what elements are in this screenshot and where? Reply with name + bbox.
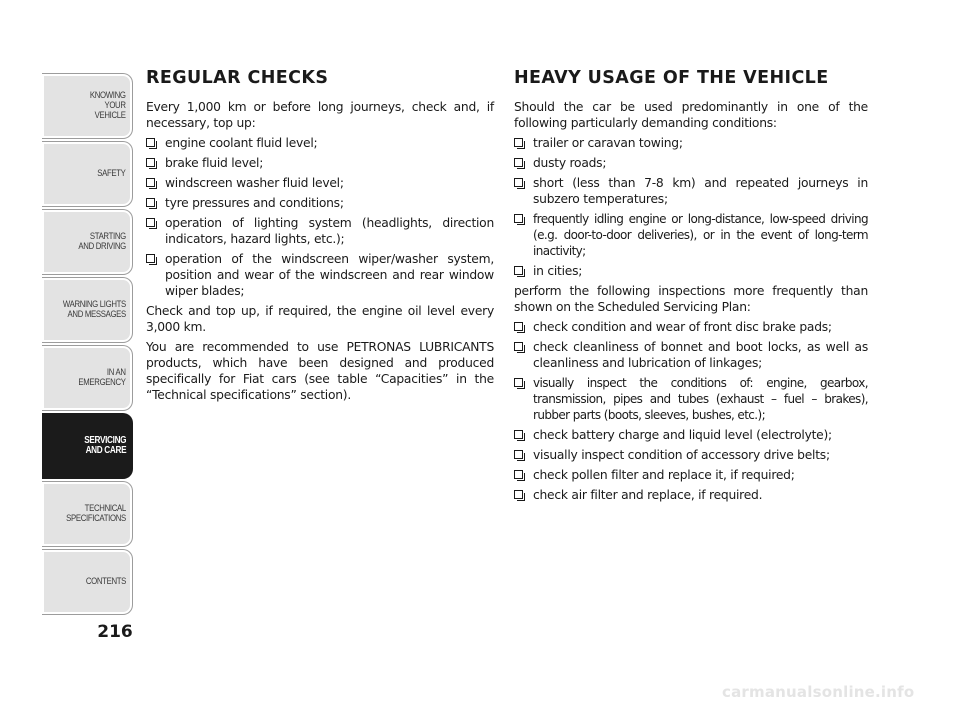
list-item: frequently idling engine or long-distance, low-speed driving (e.g. door-to-door deliveries), or in the event of long-term inactivity; bbox=[514, 211, 868, 259]
heavy-usage-middle-text: perform the following inspections more frequently than shown on the Scheduled Servicing Plan: bbox=[514, 284, 868, 314]
list-item: check condition and wear of front disc brake pads; bbox=[514, 319, 868, 335]
list-item: trailer or caravan towing; bbox=[514, 135, 868, 151]
heavy-usage-intro: Should the car be used predominantly in one of the following particularly demanding conditions: bbox=[514, 100, 868, 130]
petronas-note: You are recommended to use PETRONAS LUBRICANTS products, which have been designed and produced specifically for Fiat cars (see table “Capacities” in the “Technical specifications” section). bbox=[146, 340, 494, 402]
tab-label: SAFETY bbox=[97, 168, 126, 179]
checkbox-bullet-icon bbox=[514, 178, 523, 187]
watermark: carmanualsonline.info bbox=[722, 683, 915, 701]
list-item: operation of lighting system (headlights, direction indicators, hazard lights, etc.); bbox=[146, 215, 494, 247]
tab-starting-and-driving[interactable] bbox=[42, 209, 133, 275]
tab-servicing-and-care[interactable] bbox=[42, 413, 133, 479]
checkbox-bullet-icon bbox=[514, 138, 523, 147]
tab-warning-lights-and-messages[interactable] bbox=[42, 277, 133, 343]
regular-checks-section bbox=[146, 68, 494, 407]
oil-level-note: Check and top up, if required, the engine oil level every 3,000 km. bbox=[146, 304, 494, 334]
list-item: in cities; bbox=[514, 263, 868, 279]
tab-safety[interactable] bbox=[42, 141, 133, 207]
list-item: engine coolant fluid level; bbox=[146, 135, 494, 151]
heavy-usage-section bbox=[514, 68, 868, 507]
list-item: operation of the windscreen wiper/washer system, position and wear of the windscreen and rear window wiper blades; bbox=[146, 251, 494, 299]
tab-technical-specifications[interactable] bbox=[42, 481, 133, 547]
checkbox-bullet-icon bbox=[514, 266, 523, 275]
page-number: 216 bbox=[97, 622, 133, 642]
list-item: windscreen washer fluid level; bbox=[146, 175, 494, 191]
checkbox-bullet-icon bbox=[514, 490, 523, 499]
checkbox-bullet-icon bbox=[514, 430, 523, 439]
list-item: tyre pressures and conditions; bbox=[146, 195, 494, 211]
checkbox-bullet-icon bbox=[146, 254, 155, 263]
checkbox-bullet-icon bbox=[514, 450, 523, 459]
heavy-usage-title: HEAVY USAGE OF THE VEHICLE bbox=[514, 68, 829, 88]
list-item: check pollen filter and replace it, if required; bbox=[514, 467, 868, 483]
tab-label: TECHNICAL SPECIFICATIONS bbox=[66, 503, 126, 524]
checkbox-bullet-icon bbox=[146, 218, 155, 227]
heavy-usage-inspections-list bbox=[514, 319, 868, 503]
heavy-usage-conditions-list bbox=[514, 135, 868, 279]
checkbox-bullet-icon bbox=[514, 322, 523, 331]
regular-checks-title: REGULAR CHECKS bbox=[146, 68, 329, 88]
list-item: check battery charge and liquid level (electrolyte); bbox=[514, 427, 868, 443]
tab-label: STARTING AND DRIVING bbox=[78, 231, 126, 252]
regular-checks-list bbox=[146, 135, 494, 299]
checkbox-bullet-icon bbox=[146, 198, 155, 207]
tab-in-an-emergency[interactable] bbox=[42, 345, 133, 411]
checkbox-bullet-icon bbox=[146, 138, 155, 147]
checkbox-bullet-icon bbox=[514, 158, 523, 167]
tab-label: CONTENTS bbox=[85, 576, 126, 587]
checkbox-bullet-icon bbox=[514, 470, 523, 479]
checkbox-bullet-icon bbox=[514, 378, 523, 387]
tab-label: WARNING LIGHTS AND MESSAGES bbox=[62, 299, 126, 320]
checkbox-bullet-icon bbox=[146, 158, 155, 167]
checkbox-bullet-icon bbox=[514, 214, 523, 223]
tab-knowing-your-vehicle[interactable] bbox=[42, 73, 133, 139]
list-item: check air filter and replace, if required. bbox=[514, 487, 868, 503]
list-item: short (less than 7-8 km) and repeated journeys in subzero temperatures; bbox=[514, 175, 868, 207]
section-tabs bbox=[42, 73, 133, 617]
list-item: check cleanliness of bonnet and boot locks, as well as cleanliness and lubrication of linkages; bbox=[514, 339, 868, 371]
checkbox-bullet-icon bbox=[514, 342, 523, 351]
checkbox-bullet-icon bbox=[146, 178, 155, 187]
list-item: visually inspect the conditions of: engine, gearbox, transmission, pipes and tubes (exhaust – fuel – brakes), rubber parts (boots, sleeves, bushes, etc.); bbox=[514, 375, 868, 423]
list-item: dusty roads; bbox=[514, 155, 868, 171]
tab-label: KNOWING YOUR VEHICLE bbox=[90, 90, 126, 121]
list-item: brake fluid level; bbox=[146, 155, 494, 171]
tab-label: IN AN EMERGENCY bbox=[78, 367, 126, 388]
regular-checks-intro: Every 1,000 km or before long journeys, check and, if necessary, top up: bbox=[146, 100, 494, 130]
tab-contents[interactable] bbox=[42, 549, 133, 615]
tab-label: SERVICING AND CARE bbox=[83, 435, 126, 456]
list-item: visually inspect condition of accessory drive belts; bbox=[514, 447, 868, 463]
